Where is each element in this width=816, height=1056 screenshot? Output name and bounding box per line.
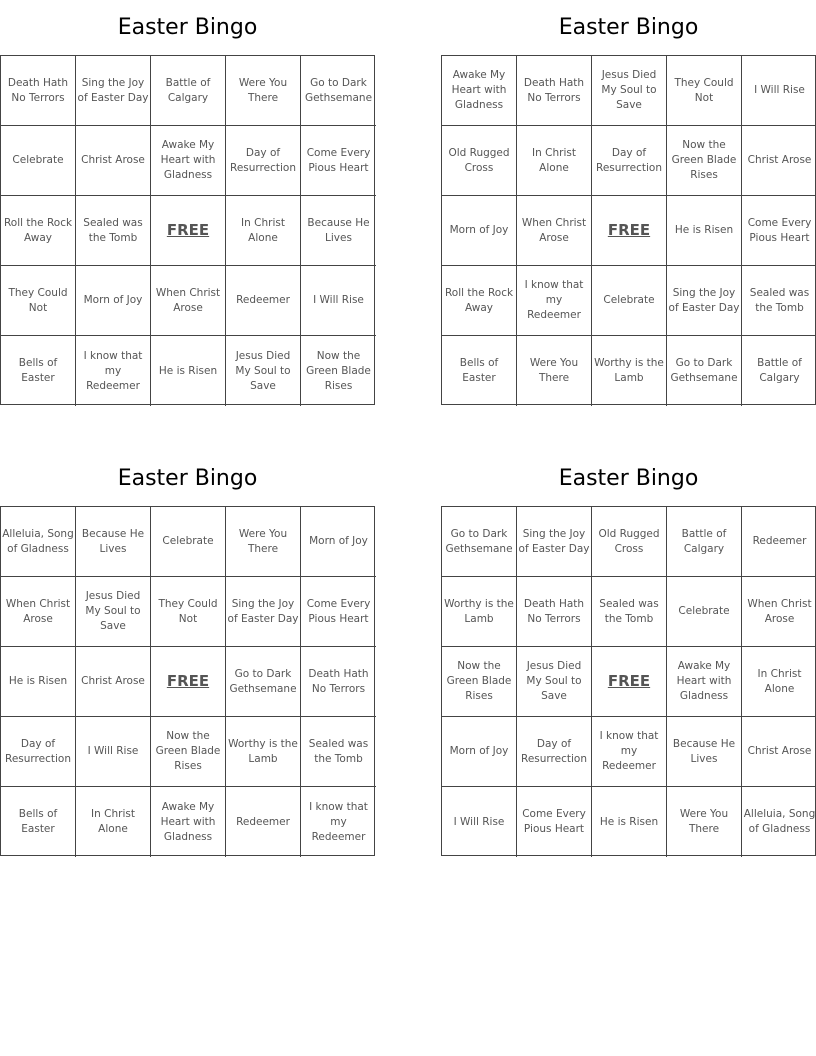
bingo-cell: Jesus Died My Soul to Save	[517, 647, 592, 717]
bingo-cell: When Christ Arose	[517, 196, 592, 266]
bingo-cell: Bells of Easter	[1, 787, 76, 857]
bingo-cell: Roll the Rock Away	[1, 196, 76, 266]
bingo-cell: Come Every Pious Heart	[742, 196, 816, 266]
bingo-card-4	[441, 451, 816, 856]
bingo-cell: Sing the Joy of Easter Day	[76, 56, 151, 126]
bingo-cell: Were You There	[226, 56, 301, 126]
bingo-cell: He is Risen	[592, 787, 667, 857]
bingo-cell: Worthy is the Lamb	[226, 717, 301, 787]
bingo-cell: Now the Green Blade Rises	[667, 126, 742, 196]
bingo-cell: Death Hath No Terrors	[301, 647, 376, 717]
bingo-cell: Christ Arose	[76, 126, 151, 196]
card-title: Easter Bingo	[558, 15, 699, 40]
card-title: Easter Bingo	[558, 466, 699, 491]
bingo-cell: Christ Arose	[76, 647, 151, 717]
bingo-cell: In Christ Alone	[76, 787, 151, 857]
bingo-cell: Sing the Joy of Easter Day	[517, 507, 592, 577]
bingo-cell: Old Rugged Cross	[442, 126, 517, 196]
bingo-grid	[441, 506, 816, 856]
bingo-cell: In Christ Alone	[226, 196, 301, 266]
free-space-cell: FREE	[151, 196, 226, 266]
free-space-cell: FREE	[151, 647, 226, 717]
bingo-cell: Jesus Died My Soul to Save	[226, 336, 301, 406]
bingo-cell: I Will Rise	[442, 787, 517, 857]
bingo-cell: Battle of Calgary	[151, 56, 226, 126]
bingo-cell: Jesus Died My Soul to Save	[76, 577, 151, 647]
bingo-cell: I Will Rise	[742, 56, 816, 126]
bingo-cell: Because He Lives	[667, 717, 742, 787]
bingo-grid	[0, 55, 375, 405]
bingo-cell: He is Risen	[151, 336, 226, 406]
bingo-cell: Day of Resurrection	[592, 126, 667, 196]
bingo-cell: Battle of Calgary	[667, 507, 742, 577]
bingo-cell: Day of Resurrection	[517, 717, 592, 787]
bingo-cell: He is Risen	[667, 196, 742, 266]
bingo-cell: Bells of Easter	[442, 336, 517, 406]
bingo-cell: Sealed was the Tomb	[301, 717, 376, 787]
bingo-cell: Because He Lives	[76, 507, 151, 577]
bingo-cell: Now the Green Blade Rises	[306, 349, 371, 392]
bingo-card-2	[441, 0, 816, 405]
bingo-cell: Now the Green Blade Rises	[151, 717, 226, 787]
bingo-cell: Go to Dark Gethsemane	[667, 336, 742, 406]
bingo-cell: I know that my Redeemer	[309, 800, 368, 843]
bingo-cell: Morn of Joy	[442, 717, 517, 787]
bingo-cell: Now the Green Blade Rises	[442, 647, 517, 717]
bingo-cell: In Christ Alone	[742, 647, 816, 717]
bingo-cell: I know that my Redeemer	[592, 717, 667, 787]
bingo-cell: Redeemer	[742, 507, 816, 577]
bingo-grid	[0, 506, 375, 856]
bingo-cell: When Christ Arose	[1, 577, 76, 647]
bingo-cell: When Christ Arose	[151, 266, 226, 336]
bingo-cell: Morn of Joy	[301, 507, 376, 577]
bingo-cell: Worthy is the Lamb	[442, 577, 517, 647]
bingo-cell: Day of Resurrection	[226, 126, 301, 196]
bingo-cell: Celebrate	[667, 577, 742, 647]
bingo-cell: In Christ Alone	[517, 126, 592, 196]
bingo-cell: Morn of Joy	[442, 196, 517, 266]
bingo-cell: Sealed was the Tomb	[592, 577, 667, 647]
bingo-cell: Bells of Easter	[1, 336, 76, 406]
bingo-cell: Christ Arose	[742, 126, 816, 196]
bingo-cell: They Could Not	[1, 266, 76, 336]
bingo-cell: Death Hath No Terrors	[517, 577, 592, 647]
bingo-cell: Day of Resurrection	[1, 717, 76, 787]
bingo-cell: They Could Not	[151, 577, 226, 647]
free-space-cell: FREE	[592, 647, 667, 717]
bingo-cell: Christ Arose	[742, 717, 816, 787]
bingo-cell: Death Hath No Terrors	[517, 56, 592, 126]
bingo-cell: Come Every Pious Heart	[517, 787, 592, 857]
bingo-cell: Awake My Heart with Gladness	[151, 126, 226, 196]
bingo-cell: Celebrate	[592, 266, 667, 336]
bingo-cell: I Will Rise	[76, 717, 151, 787]
bingo-cell: I Will Rise	[301, 266, 376, 336]
bingo-cell: Were You There	[667, 787, 742, 857]
bingo-cell: When Christ Arose	[742, 577, 816, 647]
bingo-cell: Because He Lives	[301, 196, 376, 266]
bingo-cell: I know that my Redeemer	[517, 266, 592, 336]
bingo-cell: Roll the Rock Away	[442, 266, 517, 336]
bingo-cell: Alleluia, Song of Gladness	[1, 507, 76, 577]
free-space-cell: FREE	[592, 196, 667, 266]
bingo-cell: Death Hath No Terrors	[1, 56, 76, 126]
bingo-cell: Were You There	[517, 336, 592, 406]
bingo-cell: Sealed was the Tomb	[742, 266, 816, 336]
bingo-cell: Battle of Calgary	[757, 357, 802, 384]
bingo-cell: Old Rugged Cross	[592, 507, 667, 577]
bingo-cell: Go to Dark Gethsemane	[442, 507, 517, 577]
bingo-cell: Go to Dark Gethsemane	[301, 56, 376, 126]
bingo-cell: Come Every Pious Heart	[301, 577, 376, 647]
bingo-cell: Were You There	[226, 507, 301, 577]
bingo-cell: He is Risen	[1, 647, 76, 717]
card-title: Easter Bingo	[117, 466, 258, 491]
bingo-cell: Alleluia, Song of Gladness	[743, 808, 816, 835]
bingo-cell: Celebrate	[151, 507, 226, 577]
bingo-grid	[441, 55, 816, 405]
bingo-cell: Morn of Joy	[76, 266, 151, 336]
bingo-cell: Go to Dark Gethsemane	[226, 647, 301, 717]
card-title: Easter Bingo	[117, 15, 258, 40]
bingo-cell: I know that my Redeemer	[76, 336, 151, 406]
bingo-cell: Sing the Joy of Easter Day	[667, 266, 742, 336]
bingo-cell: Come Every Pious Heart	[301, 126, 376, 196]
bingo-card-1	[0, 0, 375, 405]
bingo-cell: Redeemer	[226, 787, 301, 857]
bingo-cell: Worthy is the Lamb	[592, 336, 667, 406]
bingo-cell: Awake My Heart with Gladness	[151, 787, 226, 857]
bingo-cell: Celebrate	[1, 126, 76, 196]
bingo-cell: Sing the Joy of Easter Day	[226, 577, 301, 647]
bingo-card-3	[0, 451, 375, 856]
bingo-cell: Jesus Died My Soul to Save	[592, 56, 667, 126]
bingo-cell: They Could Not	[667, 56, 742, 126]
bingo-cell: Redeemer	[226, 266, 301, 336]
bingo-cell: Sealed was the Tomb	[76, 196, 151, 266]
bingo-cell: Awake My Heart with Gladness	[667, 647, 742, 717]
bingo-cell: Awake My Heart with Gladness	[442, 56, 517, 126]
